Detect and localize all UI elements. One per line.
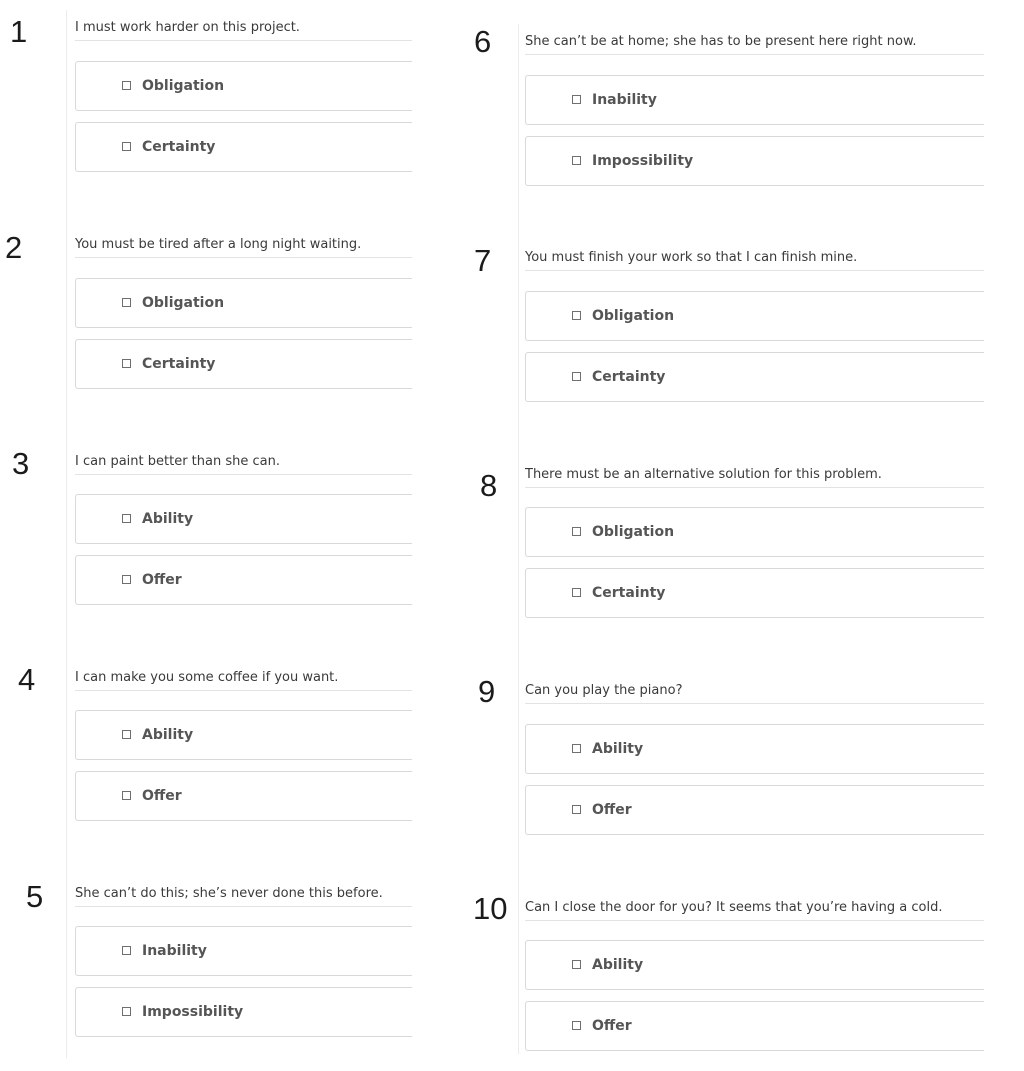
checkbox[interactable]	[572, 588, 581, 597]
question-text: There must be an alternative solution for this problem.	[525, 467, 882, 482]
option-ability[interactable]	[75, 494, 412, 544]
option-inability[interactable]	[525, 75, 984, 125]
checkbox[interactable]	[122, 791, 131, 800]
option-impossibility[interactable]	[525, 136, 984, 186]
option-label: Offer	[142, 572, 182, 588]
option-offer[interactable]	[75, 771, 412, 821]
checkbox[interactable]	[572, 1021, 581, 1030]
option-ability[interactable]	[525, 724, 984, 774]
left-panel-edge	[66, 10, 67, 1058]
option-label: Inability	[142, 943, 207, 959]
question-number: 7	[474, 243, 492, 278]
option-offer[interactable]	[525, 785, 984, 835]
checkbox[interactable]	[122, 81, 131, 90]
question-underline	[525, 487, 984, 488]
option-impossibility[interactable]	[75, 987, 412, 1037]
option-label: Ability	[592, 957, 644, 973]
option-label: Obligation	[142, 295, 225, 311]
option-obligation[interactable]	[75, 278, 412, 328]
question-underline	[75, 40, 412, 41]
option-offer[interactable]	[75, 555, 412, 605]
option-label: Inability	[592, 92, 657, 108]
question-number: 9	[478, 674, 496, 709]
question-number: 1	[10, 14, 28, 49]
option-certainty[interactable]	[525, 352, 984, 402]
question-underline	[525, 270, 984, 271]
option-label: Certainty	[142, 139, 216, 155]
option-label: Ability	[592, 741, 644, 757]
checkbox[interactable]	[122, 946, 131, 955]
option-ability[interactable]	[75, 710, 412, 760]
option-label: Certainty	[142, 356, 216, 372]
checkbox[interactable]	[122, 142, 131, 151]
option-label: Obligation	[592, 308, 675, 324]
checkbox[interactable]	[122, 298, 131, 307]
question-underline	[75, 906, 412, 907]
option-label: Certainty	[592, 369, 666, 385]
question-number: 2	[5, 230, 23, 265]
checkbox[interactable]	[572, 960, 581, 969]
question-number: 6	[474, 24, 492, 59]
option-obligation[interactable]	[525, 507, 984, 557]
question-number: 4	[18, 662, 36, 697]
question-underline	[75, 474, 412, 475]
checkbox[interactable]	[572, 527, 581, 536]
option-label: Obligation	[592, 524, 675, 540]
question-underline	[525, 54, 984, 55]
option-certainty[interactable]	[75, 122, 412, 172]
question-number: 5	[26, 879, 44, 914]
option-obligation[interactable]	[75, 61, 412, 111]
option-ability[interactable]	[525, 940, 984, 990]
question-underline	[75, 690, 412, 691]
question-underline	[525, 703, 984, 704]
option-label: Impossibility	[592, 153, 694, 169]
question-text: I can make you some coffee if you want.	[75, 670, 339, 685]
question-text: Can you play the piano?	[525, 683, 683, 698]
checkbox[interactable]	[572, 372, 581, 381]
question-underline	[525, 920, 984, 921]
question-number: 10	[473, 891, 508, 926]
option-label: Obligation	[142, 78, 225, 94]
question-text: I must work harder on this project.	[75, 20, 300, 35]
option-label: Offer	[592, 1018, 632, 1034]
option-certainty[interactable]	[525, 568, 984, 618]
option-obligation[interactable]	[525, 291, 984, 341]
question-text: She can’t do this; she’s never done this before.	[75, 886, 383, 901]
question-number: 3	[12, 446, 30, 481]
checkbox[interactable]	[572, 744, 581, 753]
checkbox[interactable]	[572, 311, 581, 320]
option-label: Certainty	[592, 585, 666, 601]
checkbox[interactable]	[572, 156, 581, 165]
question-text: She can’t be at home; she has to be present here right now.	[525, 34, 917, 49]
checkbox[interactable]	[572, 805, 581, 814]
question-text: You must finish your work so that I can finish mine.	[525, 250, 858, 265]
checkbox[interactable]	[122, 1007, 131, 1016]
checkbox[interactable]	[572, 95, 581, 104]
option-certainty[interactable]	[75, 339, 412, 389]
question-underline	[75, 257, 412, 258]
question-text: I can paint better than she can.	[75, 454, 280, 469]
option-offer[interactable]	[525, 1001, 984, 1051]
right-panel-edge	[518, 24, 519, 1054]
option-label: Ability	[142, 727, 194, 743]
checkbox[interactable]	[122, 514, 131, 523]
checkbox[interactable]	[122, 730, 131, 739]
checkbox[interactable]	[122, 575, 131, 584]
question-text: You must be tired after a long night waiting.	[75, 237, 362, 252]
option-label: Offer	[592, 802, 632, 818]
option-label: Impossibility	[142, 1004, 244, 1020]
question-text: Can I close the door for you? It seems that you’re having a cold.	[525, 900, 943, 915]
option-label: Ability	[142, 511, 194, 527]
option-inability[interactable]	[75, 926, 412, 976]
checkbox[interactable]	[122, 359, 131, 368]
question-number: 8	[480, 468, 498, 503]
option-label: Offer	[142, 788, 182, 804]
